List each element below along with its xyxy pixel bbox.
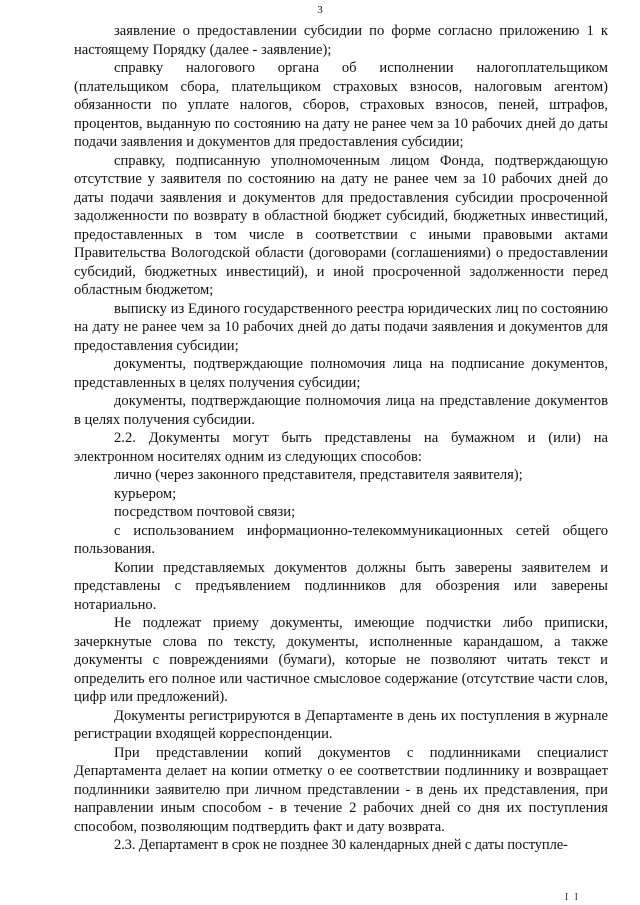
paragraph: заявление о предоставлении субсидии по форме согласно приложению 1 к настоящему Порядку (далее - заявление); (74, 23, 608, 58)
paragraph: документы, подтверждающие полномочия лица на представление документов в целях получения субсидии. (74, 393, 608, 428)
paragraph: посредством почтовой связи; (114, 504, 296, 520)
paragraph: Не подлежат приему документы, имеющие подчистки либо приписки, зачеркнутые слова по тексту, документы, исполненные карандашом, а также документы с повреждениями (бумаги), которые не позволяют читать текст и определить его полное или частичное смысловое содержание (отсутствие части слов, цифр или предложений). (74, 615, 608, 705)
paragraph: с использованием информационно-телекоммуникационных сетей общего пользования. (74, 522, 608, 557)
paragraph: Копии представляемых документов должны быть заверены заявителем и представлены с предъявлением подлинников для обозрения или заверены нотариально. (74, 559, 608, 613)
document-body (74, 22, 608, 855)
paragraph: справку налогового органа об исполнении налогоплательщиком (плательщиком сбора, плательщиком страховых взносов, налоговым агентом) обязанности по уплате налогов, сборов, страховых взносов, пеней, штрафов, процентов, выданную по состоянию на дату не ранее чем за 10 рабочих дней до даты подачи заявления и документов для предоставления субсидии; (74, 60, 608, 150)
page-number: 3 (317, 4, 323, 16)
paragraph: лично (через законного представителя, представителя заявителя); (114, 467, 523, 483)
paragraph: 2.2. Документы могут быть представлены на бумажном и (или) на электронном носителях одним из следующих способов: (74, 430, 608, 465)
paragraph: выписку из Единого государственного реестра юридических лиц по состоянию на дату не ранее чем за 10 рабочих дней до даты подачи заявления и документов для предоставления субсидии; (74, 300, 608, 354)
paragraph: справку, подписанную уполномоченным лицом Фонда, подтверждающую отсутствие у заявителя по состоянию на дату не ранее чем за 10 рабочих дней до даты подачи заявления и документов для предоставления субсидии просроченной задолженности по возврату в областной бюджет субсидий, бюджетных инвестиций, предоставленных в том числе в соответствии с иными правовыми актами Правительства Вологодской области (договорами (соглашениями) о предоставлении субсидий, бюджетных инвестиций), и иной просроченной задолженности перед областным бюджетом; (74, 152, 608, 298)
paragraph: При представлении копий документов с подлинниками специалист Департамента делает на копии отметку о ее соответствии подлиннику и возвращает подлинники заявителю при личном представлении - в день их представления, при направлении иным способом - в течение 2 рабочих дней со дня их поступления способом, позволяющим подтвердить факт и дату возврата. (74, 744, 608, 835)
paragraph: Документы регистрируются в Департаменте в день их поступления в журнале регистрации входящей корреспонденции. (74, 707, 608, 742)
paragraph: 2.3. Департамент в срок не позднее 30 календарных дней с даты поступле- (114, 837, 568, 853)
paragraph: курьером; (114, 485, 177, 502)
scan-corner-marks: I I (564, 892, 580, 903)
paragraph: документы, подтверждающие полномочия лица на подписание документов, представленных в целях получения субсидии; (74, 356, 608, 391)
